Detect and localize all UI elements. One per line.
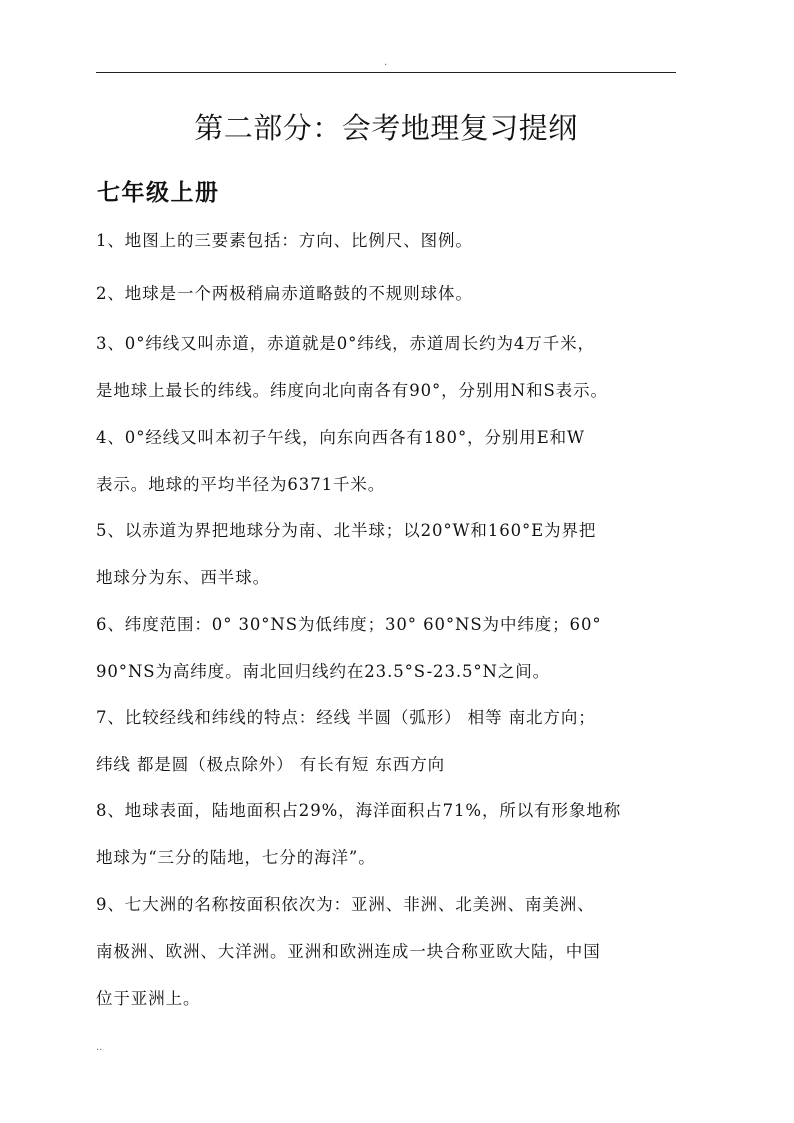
item-line: 4、0°经线又叫本初子午线，向东向西各有180°，分别用E和W [96,428,585,447]
item-line: 是地球上最长的纬线。纬度向北向南各有90°，分别用N和S表示。 [96,381,608,400]
outline-item-4 [96,414,686,508]
item-line: 90°NS为高纬度。南北回归线约在23.5°S-23.5°N之间。 [96,662,551,681]
section-heading: 七年级上册 [97,180,220,206]
item-line: 9、七大洲的名称按面积依次为：亚洲、非洲、北美洲、南美洲、 [96,895,595,914]
item-line: 位于亚洲上。 [96,989,201,1008]
outline-item-3 [96,320,686,414]
header-dot: . [384,57,388,68]
item-line: 7、比较经线和纬线的特点：经线 半圆（弧形） 相等 南北方向； [96,708,596,727]
outline-item-8 [96,787,686,881]
item-line: 南极洲、欧洲、大洋洲。亚洲和欧洲连成一块合称亚欧大陆，中国 [96,942,601,961]
item-line: 2、地球是一个两极稍扁赤道略鼓的不规则球体。 [96,284,473,303]
outline-item-7 [96,694,686,788]
item-line: 6、纬度范围：0° 30°NS为低纬度；30° 60°NS为中纬度；60° [96,615,602,634]
item-line: 地球分为东、西半球。 [96,568,270,587]
item-line: 5、以赤道为界把地球分为南、北半球；以20°W和160°E为界把 [96,521,597,540]
document-title: 第二部分：会考地理复习提纲 [194,111,578,145]
item-line: 纬线 都是圆（极点除外） 有长有短 东西方向 [96,755,446,774]
outline-item-6 [96,601,686,695]
item-line: 8、地球表面，陆地面积占29%，海洋面积占71%，所以有形象地称 [96,801,622,820]
outline-item-5 [96,507,686,601]
footer-dots: .. [96,1042,103,1053]
outline-item-1 [96,217,686,264]
header-rule [96,72,676,73]
item-line: 地球为“三分的陆地，七分的海洋”。 [96,848,376,867]
item-line: 1、地图上的三要素包括：方向、比例尺、图例。 [96,231,473,250]
outline-item-2 [96,270,686,317]
item-line: 表示。地球的平均半径为6371千米。 [96,475,386,494]
outline-item-9 [96,881,686,1022]
item-line: 3、0°纬线又叫赤道，赤道就是0°纬线，赤道周长约为4万千米， [96,334,595,353]
